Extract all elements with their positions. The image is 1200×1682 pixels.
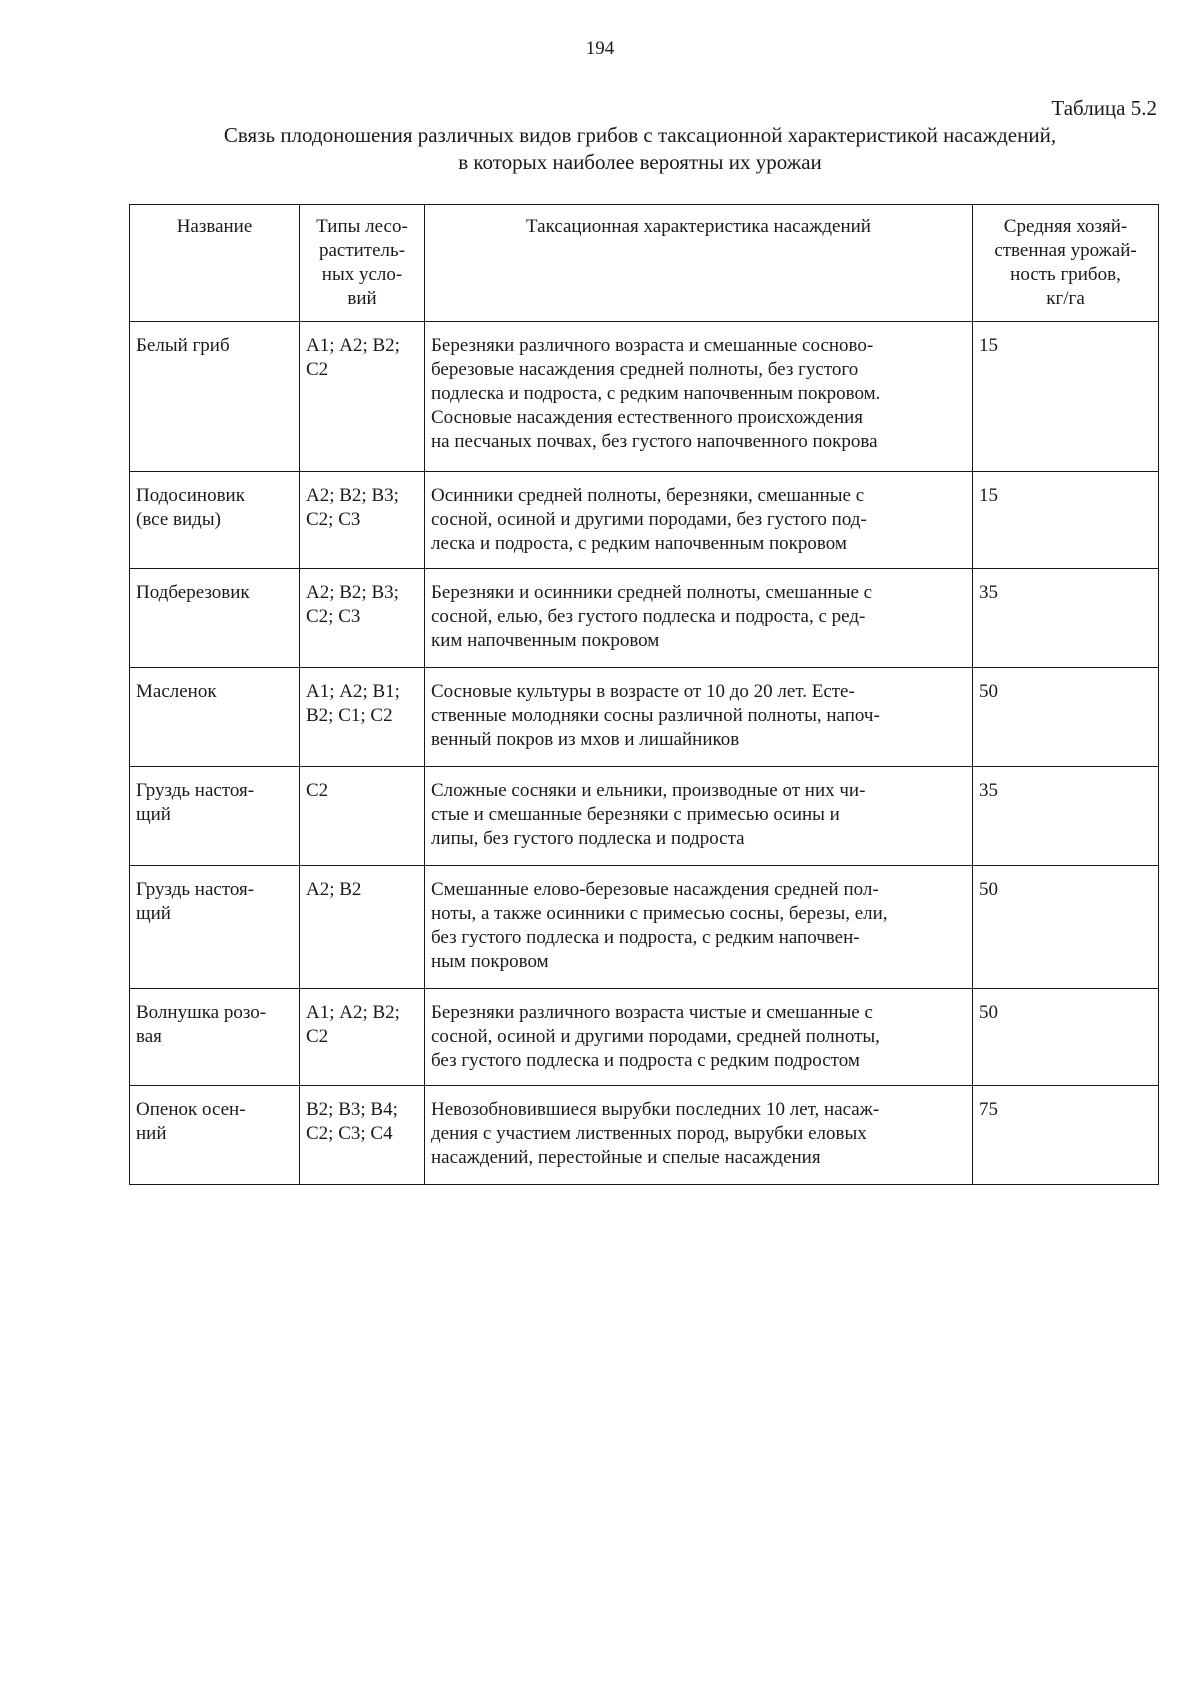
cell-characteristic: Березняки различного возраста чистые и смешанные с сосной, осиной и другими породами, средней полноты, без густого подлеска и подроста с редким подростом	[425, 989, 973, 1086]
cell-name: Масленок	[130, 668, 300, 767]
table-row	[130, 668, 1159, 767]
header-forest-types: Типы лесо- раститель- ных усло- вий	[300, 205, 425, 322]
cell-forest-types: А1; А2; В2; С2	[300, 989, 425, 1086]
table-row	[130, 569, 1159, 668]
cell-forest-types: А2; В2; В3; С2; С3	[300, 472, 425, 569]
cell-yield: 15	[973, 472, 1159, 569]
cell-characteristic: Осинники средней полноты, березняки, смешанные с сосной, осиной и другими породами, без густого под- леска и подроста, с редким напочвенным покровом	[425, 472, 973, 569]
cell-name: Волнушка розо- вая	[130, 989, 300, 1086]
cell-characteristic: Сосновые культуры в возрасте от 10 до 20 лет. Есте- ственные молодняки сосны различной полноты, напоч- венный покров из мхов и лишайников	[425, 668, 973, 767]
cell-name: Опенок осен- ний	[130, 1086, 300, 1185]
cell-characteristic: Невозобновившиеся вырубки последних 10 лет, насаж- дения с участием лиственных пород, вырубки еловых насаждений, перестойные и спелые насаждения	[425, 1086, 973, 1185]
header-characteristic: Таксационная характеристика насаждений	[425, 205, 973, 322]
cell-forest-types: А2; В2; В3; С2; С3	[300, 569, 425, 668]
table-row	[130, 767, 1159, 866]
table-row	[130, 472, 1159, 569]
cell-forest-types: А1; А2; В2; С2	[300, 322, 425, 472]
header-yield: Средняя хозяй- ственная урожай- ность грибов, кг/га	[973, 205, 1159, 322]
cell-name: Подберезовик	[130, 569, 300, 668]
cell-forest-types: С2	[300, 767, 425, 866]
header-name: Название	[130, 205, 300, 322]
table-caption	[150, 122, 1130, 176]
caption-line: Связь плодоношения различных видов грибов с таксационной характеристикой насаждений,	[223, 123, 1057, 147]
page-number: 194	[585, 38, 615, 59]
cell-forest-types: А2; В2	[300, 866, 425, 989]
cell-yield: 15	[973, 322, 1159, 472]
cell-yield: 50	[973, 668, 1159, 767]
table-row	[130, 322, 1159, 472]
cell-forest-types: В2; В3; В4; С2; С3; С4	[300, 1086, 425, 1185]
cell-characteristic: Березняки и осинники средней полноты, смешанные с сосной, елью, без густого подлеска и подроста, с ред- ким напочвенным покровом	[425, 569, 973, 668]
cell-characteristic: Березняки различного возраста и смешанные сосново- березовые насаждения средней полноты, без густого подлеска и подроста, с редким напочвенным покровом. Сосновые насаждения естественного происхождения на песчаных почвах, без густого напочвенного покрова	[425, 322, 973, 472]
caption-line: в которых наиболее вероятны их урожаи	[458, 150, 822, 174]
cell-yield: 75	[973, 1086, 1159, 1185]
mushroom-table	[129, 204, 1159, 1185]
cell-forest-types: А1; А2; В1; В2; С1; С2	[300, 668, 425, 767]
cell-yield: 35	[973, 767, 1159, 866]
table-row	[130, 866, 1159, 989]
cell-yield: 35	[973, 569, 1159, 668]
cell-yield: 50	[973, 989, 1159, 1086]
table-label: Таблица 5.2	[1051, 96, 1157, 120]
cell-name: Подосиновик (все виды)	[130, 472, 300, 569]
cell-name: Груздь настоя- щий	[130, 866, 300, 989]
cell-yield: 50	[973, 866, 1159, 989]
table-row	[130, 1086, 1159, 1185]
table-row	[130, 989, 1159, 1086]
cell-characteristic: Смешанные елово-березовые насаждения средней пол- ноты, а также осинники с примесью сосны, березы, ели, без густого подлеска и подроста, с редким напочвен- ным покровом	[425, 866, 973, 989]
cell-characteristic: Сложные сосняки и ельники, производные от них чи- стые и смешанные березняки с примесью осины и липы, без густого подлеска и подроста	[425, 767, 973, 866]
cell-name: Белый гриб	[130, 322, 300, 472]
cell-name: Груздь настоя- щий	[130, 767, 300, 866]
table-header-row	[130, 205, 1159, 322]
